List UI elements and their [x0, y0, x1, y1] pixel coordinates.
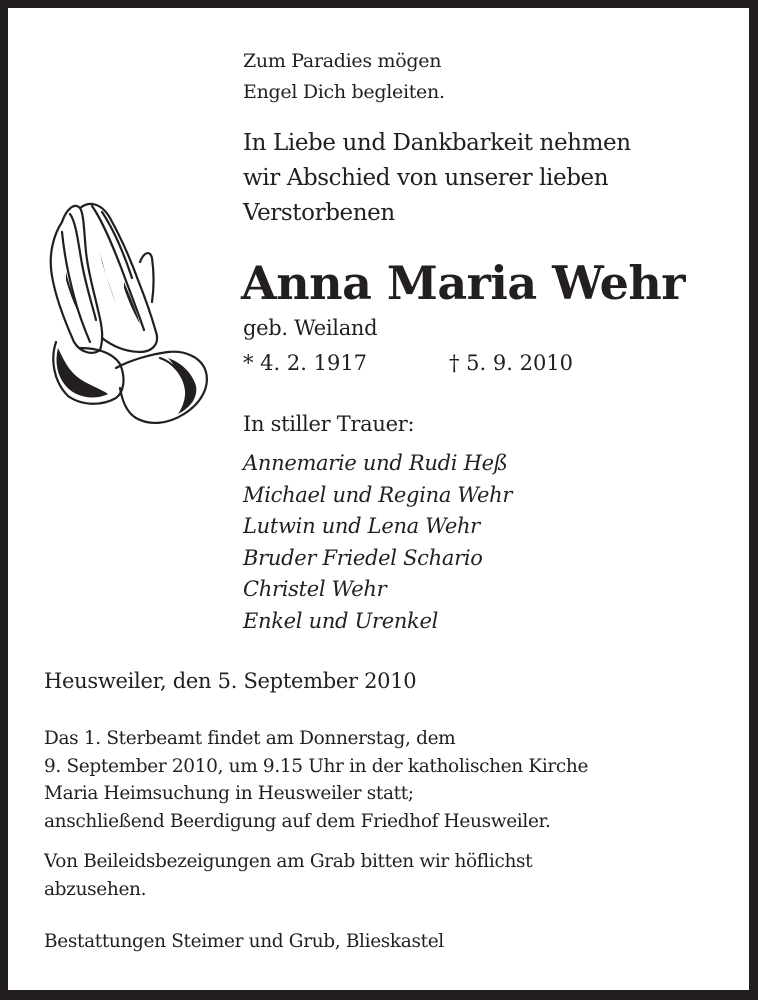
verse-line: Zum Paradies mögen — [243, 50, 442, 72]
mourner: Bruder Friedel Schario — [243, 545, 483, 570]
mourner: Lutwin und Lena Wehr — [243, 514, 480, 538]
birth-name: geb. Weiland — [243, 316, 378, 340]
place-date: Heusweiler, den 5. September 2010 — [44, 669, 417, 693]
praying-hands-icon — [40, 192, 212, 432]
verse — [243, 46, 445, 108]
mourner: Enkel und Urenkel — [243, 608, 439, 633]
death-date: † 5. 9. 2010 — [449, 351, 574, 375]
intro-line: wir Abschied von unserer lieben — [243, 165, 609, 191]
undertaker: Bestattungen Steimer und Grub, Blieskastel — [44, 931, 444, 952]
deceased-name: Anna Maria Wehr — [241, 256, 686, 310]
service-info — [44, 725, 588, 835]
intro-line: In Liebe und Dankbarkeit nehmen — [243, 130, 631, 156]
mourner: Christel Wehr — [243, 577, 387, 601]
life-dates — [243, 348, 574, 378]
service-line: anschließend Beerdigung auf dem Friedhof Heusweiler. — [44, 810, 551, 832]
service-line: Das 1. Sterbeamt findet am Donnerstag, dem — [44, 728, 456, 749]
service-line: Maria Heimsuchung in Heusweiler statt; — [44, 783, 414, 804]
mourners-list — [243, 448, 512, 637]
obituary-page — [8, 8, 749, 990]
condolence-line: abzusehen. — [44, 878, 147, 900]
service-line: 9. September 2010, um 9.15 Uhr in der katholischen Kirche — [44, 755, 589, 777]
intro-text — [243, 126, 631, 231]
intro-line: Verstorbenen — [243, 200, 395, 226]
mourner: Annemarie und Rudi Heß — [243, 451, 508, 475]
condolence-line: Von Beileidsbezeigungen am Grab bitten wir höflichst — [44, 851, 533, 872]
mourner: Michael und Regina Wehr — [243, 482, 513, 507]
verse-line: Engel Dich begleiten. — [243, 81, 445, 103]
birth-date: * 4. 2. 1917 — [243, 351, 368, 375]
condolence-note — [44, 848, 532, 903]
mourning-label: In stiller Trauer: — [243, 412, 415, 436]
